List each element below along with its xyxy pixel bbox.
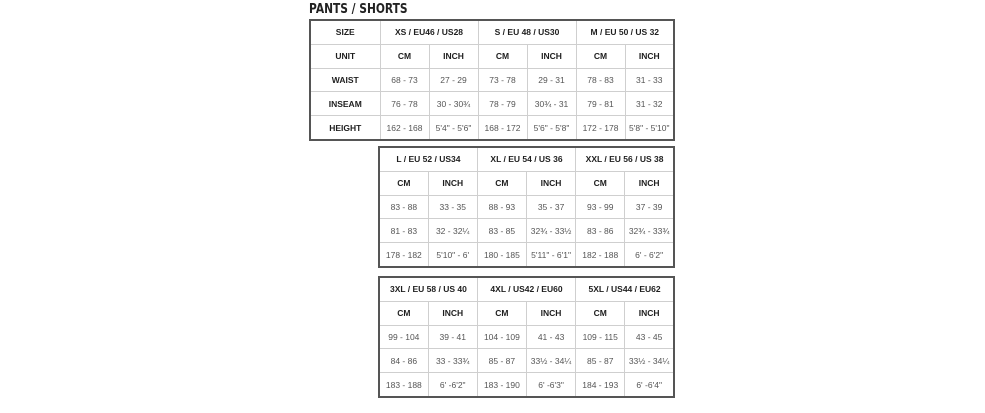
size-header: L / EU 52 / US34 <box>379 147 477 171</box>
table-cell: 68 - 73 <box>380 68 429 92</box>
unit-header: CM <box>379 301 428 325</box>
table-row <box>310 68 674 92</box>
unit-header: INCH <box>526 301 575 325</box>
size-header: S / EU 48 / US30 <box>478 20 576 44</box>
unit-header: INCH <box>625 44 674 68</box>
table-cell: 41 - 43 <box>526 325 575 349</box>
table-row <box>310 116 674 140</box>
unit-header: CM <box>379 171 428 195</box>
table-row <box>379 171 674 195</box>
table-cell: 182 - 188 <box>576 243 625 267</box>
size-header: XXL / EU 56 / US 38 <box>576 147 674 171</box>
table-cell: 73 - 78 <box>478 68 527 92</box>
size-header: 3XL / EU 58 / US 40 <box>379 277 477 301</box>
unit-header: INCH <box>428 301 477 325</box>
unit-header: CM <box>478 44 527 68</box>
table-row <box>310 92 674 116</box>
size-table-1 <box>309 19 675 141</box>
table-cell: 5'8" - 5'10" <box>625 116 674 140</box>
table-cell: 43 - 45 <box>625 325 674 349</box>
table-cell: 93 - 99 <box>576 195 625 219</box>
table-cell: 83 - 86 <box>576 219 625 243</box>
size-header: 4XL / US42 / EU60 <box>477 277 575 301</box>
table-cell: 78 - 79 <box>478 92 527 116</box>
table-cell: 27 - 29 <box>429 68 478 92</box>
table-row <box>379 219 674 243</box>
table-cell: 76 - 78 <box>380 92 429 116</box>
size-header: 5XL / US44 / EU62 <box>576 277 674 301</box>
unit-header: INCH <box>428 171 477 195</box>
table-cell: 33 - 33¾ <box>428 349 477 373</box>
table-cell: 168 - 172 <box>478 116 527 140</box>
table-cell: 78 - 83 <box>576 68 625 92</box>
table-cell: 180 - 185 <box>477 243 526 267</box>
row-label-waist: WAIST <box>310 68 380 92</box>
table-cell: 83 - 88 <box>379 195 428 219</box>
size-header: XS / EU46 / US28 <box>380 20 478 44</box>
size-table-2 <box>378 146 675 268</box>
table-cell: 5'6" - 5'8" <box>527 116 576 140</box>
table-cell: 35 - 37 <box>526 195 575 219</box>
table-cell: 30 - 30¾ <box>429 92 478 116</box>
table-cell: 104 - 109 <box>477 325 526 349</box>
table-row <box>379 147 674 171</box>
size-header: M / EU 50 / US 32 <box>576 20 674 44</box>
unit-header: INCH <box>625 301 674 325</box>
size-table-3 <box>378 276 675 398</box>
table-cell: 79 - 81 <box>576 92 625 116</box>
table-cell: 31 - 33 <box>625 68 674 92</box>
table-cell: 33 - 35 <box>428 195 477 219</box>
table-cell: 30¾ - 31 <box>527 92 576 116</box>
table-cell: 85 - 87 <box>576 349 625 373</box>
table-row <box>379 325 674 349</box>
table-cell: 183 - 188 <box>379 373 428 397</box>
unit-header: INCH <box>429 44 478 68</box>
table-cell: 32¾ - 33¾ <box>625 219 674 243</box>
table-row <box>379 243 674 267</box>
table-row <box>379 277 674 301</box>
table-cell: 81 - 83 <box>379 219 428 243</box>
table-cell: 31 - 32 <box>625 92 674 116</box>
table-cell: 178 - 182 <box>379 243 428 267</box>
unit-header: INCH <box>527 44 576 68</box>
table-cell: 99 - 104 <box>379 325 428 349</box>
table-cell: 84 - 86 <box>379 349 428 373</box>
unit-header: CM <box>576 171 625 195</box>
table-cell: 6' -6'2" <box>428 373 477 397</box>
table-cell: 183 - 190 <box>477 373 526 397</box>
table-cell: 109 - 115 <box>576 325 625 349</box>
table-cell: 85 - 87 <box>477 349 526 373</box>
page-title: PANTS / SHORTS <box>309 2 408 17</box>
table-cell: 184 - 193 <box>576 373 625 397</box>
unit-header: CM <box>576 301 625 325</box>
row-label-height: HEIGHT <box>310 116 380 140</box>
table-row <box>310 44 674 68</box>
unit-header: CM <box>477 301 526 325</box>
table-cell: 6' -6'3" <box>526 373 575 397</box>
table-cell: 5'4" - 5'6" <box>429 116 478 140</box>
table-row <box>379 373 674 397</box>
table-cell: 88 - 93 <box>477 195 526 219</box>
unit-header: INCH <box>625 171 674 195</box>
table-cell: 32 - 32¼ <box>428 219 477 243</box>
table-cell: 32¾ - 33½ <box>526 219 575 243</box>
table-cell: 5'11" - 6'1" <box>526 243 575 267</box>
table-cell: 29 - 31 <box>527 68 576 92</box>
table-cell: 172 - 178 <box>576 116 625 140</box>
table-row <box>379 349 674 373</box>
unit-header: CM <box>576 44 625 68</box>
table-cell: 37 - 39 <box>625 195 674 219</box>
table-cell: 6' -6'4" <box>625 373 674 397</box>
size-label: SIZE <box>310 20 380 44</box>
table-row <box>379 195 674 219</box>
table-cell: 83 - 85 <box>477 219 526 243</box>
unit-header: CM <box>477 171 526 195</box>
table-cell: 39 - 41 <box>428 325 477 349</box>
table-row <box>310 20 674 44</box>
table-cell: 33½ - 34¼ <box>625 349 674 373</box>
row-label-inseam: INSEAM <box>310 92 380 116</box>
table-cell: 162 - 168 <box>380 116 429 140</box>
unit-header: CM <box>380 44 429 68</box>
size-header: XL / EU 54 / US 36 <box>477 147 575 171</box>
table-cell: 6' - 6'2" <box>625 243 674 267</box>
table-cell: 5'10" - 6' <box>428 243 477 267</box>
table-cell: 33½ - 34¼ <box>526 349 575 373</box>
unit-label: UNIT <box>310 44 380 68</box>
table-row <box>379 301 674 325</box>
unit-header: INCH <box>526 171 575 195</box>
